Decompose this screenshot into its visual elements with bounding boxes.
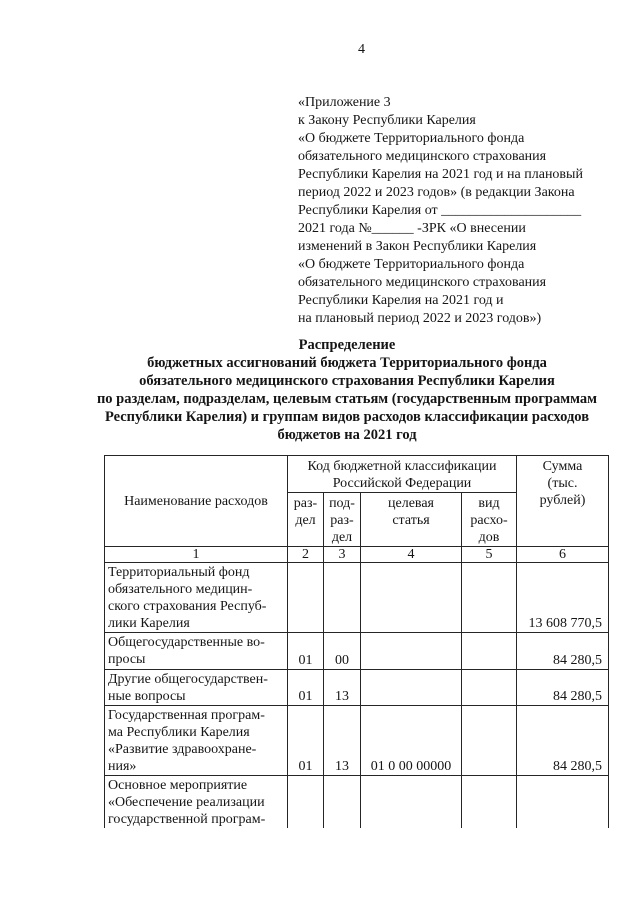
title-line: обязательного медицинского страхования Республики Карелия	[139, 373, 555, 389]
column-number: 2	[288, 547, 324, 563]
target-article-code: 01 0 00 00000	[361, 706, 462, 776]
subsection-code: 00	[324, 633, 361, 670]
header-expense-name: Наименование расходов	[105, 456, 288, 547]
title-line: бюджетов на 2021 год	[277, 427, 417, 443]
column-number: 4	[361, 547, 462, 563]
sum-value: 13 608 770,5	[517, 563, 609, 633]
section-code: 01	[288, 633, 324, 670]
expense-kind-code	[462, 633, 517, 670]
annex-line: «Приложение 3	[298, 95, 391, 110]
header-target-article: целевая статья	[361, 493, 462, 547]
header-subsection: под- раз- дел	[324, 493, 361, 547]
annex-line: Республики Карелия на 2021 год и	[298, 293, 504, 308]
annex-line: изменений в Закон Республики Карелия	[298, 239, 537, 254]
target-article-code	[361, 633, 462, 670]
budget-allocation-table	[104, 455, 609, 828]
column-number-row	[105, 547, 609, 563]
target-article-code	[361, 776, 462, 829]
annex-line: 2021 года №______ -ЗРК «О внесении	[298, 221, 526, 236]
section-code: 01	[288, 706, 324, 776]
annex-line: Республики Карелия от ____________________	[298, 203, 582, 218]
annex-line: обязательного медицинского страхования	[298, 149, 547, 164]
target-article-code	[361, 563, 462, 633]
table-header-row	[105, 456, 609, 493]
annex-line: к Закону Республики Карелия	[298, 113, 476, 128]
annex-line: на плановый период 2022 и 2023 годов»)	[298, 311, 542, 326]
column-number: 5	[462, 547, 517, 563]
expense-kind-code	[462, 776, 517, 829]
expense-name: Государственная програм- ма Республики Карелия «Развитие здравоохране- ния»	[105, 706, 288, 776]
title-line: Республики Карелия) и группам видов расходов классификации расходов	[104, 409, 590, 425]
table-row	[105, 633, 609, 670]
expense-name: Основное мероприятие «Обеспечение реализации государственной програм-	[105, 776, 288, 829]
page-number: 4	[358, 42, 365, 57]
section-code: 01	[288, 670, 324, 706]
expense-name: Территориальный фонд обязательного медицин- ского страхования Респуб- лики Карелия	[105, 563, 288, 633]
annex-line: обязательного медицинского страхования	[298, 275, 547, 290]
column-number: 6	[517, 547, 609, 563]
table-row	[105, 563, 609, 633]
section-code	[288, 776, 324, 829]
annex-line: Республики Карелия на 2021 год и на плановый	[298, 167, 583, 182]
expense-name: Общегосударственные во- просы	[105, 633, 288, 670]
sum-value: 84 280,5	[517, 633, 609, 670]
annex-line: «О бюджете Территориального фонда	[298, 131, 525, 146]
target-article-code	[361, 670, 462, 706]
annex-reference-block	[298, 94, 583, 328]
expense-kind-code	[462, 670, 517, 706]
subsection-code: 13	[324, 670, 361, 706]
header-section: раз- дел	[288, 493, 324, 547]
subsection-code	[324, 776, 361, 829]
header-code-group: Код бюджетной классификации Российской Федерации	[288, 456, 517, 493]
column-number: 3	[324, 547, 361, 563]
table-row	[105, 776, 609, 829]
expense-kind-code	[462, 706, 517, 776]
subsection-code: 13	[324, 706, 361, 776]
sum-value: 84 280,5	[517, 706, 609, 776]
annex-line: период 2022 и 2023 годов» (в редакции Закона	[298, 185, 575, 200]
title-line: бюджетных ассигнований бюджета Территориального фонда	[147, 355, 547, 371]
sum-value: 84 280,5	[517, 670, 609, 706]
sum-value	[517, 776, 609, 829]
table-row	[105, 706, 609, 776]
column-number: 1	[105, 547, 288, 563]
section-code	[288, 563, 324, 633]
header-sum: Сумма (тыс. рублей)	[517, 456, 609, 547]
document-title	[60, 336, 634, 444]
table-row	[105, 670, 609, 706]
title-line: Распределение	[298, 337, 396, 353]
expense-kind-code	[462, 563, 517, 633]
expense-name: Другие общегосударствен- ные вопросы	[105, 670, 288, 706]
annex-line: «О бюджете Территориального фонда	[298, 257, 525, 272]
subsection-code	[324, 563, 361, 633]
header-expense-kind: вид расхо- дов	[462, 493, 517, 547]
title-line: по разделам, подразделам, целевым статьям (государственным программам	[96, 391, 598, 407]
